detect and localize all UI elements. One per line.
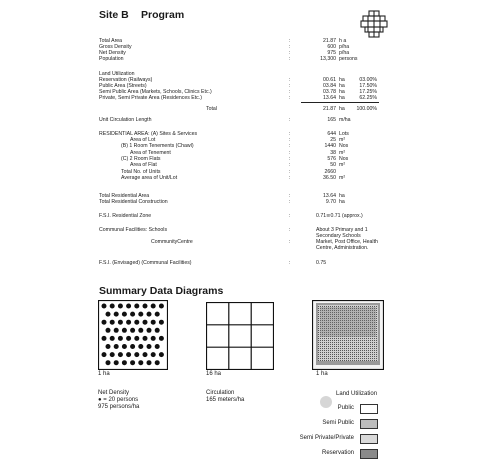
residential-row-5-colon: : bbox=[289, 168, 291, 175]
density-dot bbox=[114, 360, 119, 365]
density-dot bbox=[138, 328, 143, 333]
residential-row-6-value: 36.50 bbox=[323, 174, 336, 181]
density-dot bbox=[134, 304, 139, 309]
density-dot bbox=[151, 336, 156, 341]
total-row-0-value: 13.64 bbox=[323, 193, 336, 199]
density-dot bbox=[126, 336, 131, 341]
plan-logo-icon bbox=[360, 10, 388, 38]
residential-row-4-value: 50 bbox=[330, 162, 336, 169]
land-util-total-value: 21.87 bbox=[323, 106, 336, 112]
density-dot bbox=[143, 320, 148, 325]
total-row-0-colon: : bbox=[289, 193, 291, 199]
circulation-label: Circulation bbox=[206, 390, 235, 396]
population-unit: persons bbox=[339, 56, 358, 62]
circulation-label: Unit Circulation Length bbox=[99, 117, 152, 123]
residential-row-0-unit: m² bbox=[339, 137, 346, 143]
residential-row-0-label: Area of Lot bbox=[130, 137, 156, 143]
net-density-colon: : bbox=[289, 50, 291, 56]
density-dot bbox=[106, 360, 111, 365]
gross-density-value: 600 bbox=[327, 44, 336, 50]
fsi-label: F.S.I. Residential Zone bbox=[99, 213, 152, 219]
density-dot bbox=[159, 320, 164, 325]
density-dot bbox=[155, 344, 160, 349]
density-dot bbox=[122, 360, 127, 365]
density-dot bbox=[155, 360, 160, 365]
residential-row-1-label: (B) 1 Room Tenements (Chawl) bbox=[121, 143, 194, 150]
fsi-envisaged-colon: : bbox=[289, 260, 291, 266]
residential-area-value: 644 bbox=[327, 131, 336, 137]
residential-area-unit: Lots bbox=[339, 131, 349, 137]
density-dot bbox=[159, 304, 164, 309]
residential-row-3-unit: Nos bbox=[339, 155, 349, 162]
population-colon: : bbox=[289, 56, 291, 62]
density-dot bbox=[159, 352, 164, 357]
density-dot bbox=[102, 304, 107, 309]
legend-label-3: Reservation bbox=[321, 450, 354, 456]
land-util-row-0-unit: ha bbox=[339, 77, 345, 83]
total-area-label: Total Area bbox=[99, 38, 123, 44]
density-dot bbox=[106, 328, 111, 333]
land-util-row-2-percent: 17.25% bbox=[359, 89, 377, 95]
density-dot bbox=[147, 360, 152, 365]
total-area-colon: : bbox=[289, 38, 291, 44]
residential-row-6-unit: m² bbox=[339, 174, 346, 181]
density-dot bbox=[110, 320, 115, 325]
population-value: 13,300 bbox=[320, 56, 336, 62]
community-centre-label: CommunityCentre bbox=[151, 239, 193, 245]
net-density-label: Net Density bbox=[98, 390, 130, 396]
fsi-envisaged-value: 0.75 bbox=[316, 260, 327, 266]
density-dot bbox=[122, 344, 127, 349]
land-util-row-1-percent: 17.50% bbox=[359, 83, 377, 89]
net-density-value: 975 persons/ha bbox=[98, 404, 140, 410]
land-util-row-0-colon: : bbox=[289, 77, 291, 83]
residential-row-1-value: 1440 bbox=[324, 143, 336, 150]
density-dot bbox=[147, 344, 152, 349]
density-dot bbox=[130, 328, 135, 333]
fsi-envisaged-label: F.S.I. (Envisaged) (Communal Facilities) bbox=[99, 260, 192, 266]
legend-label-1: Semi Public bbox=[322, 420, 354, 426]
land-util-row-3-colon: : bbox=[289, 95, 291, 101]
residential-row-2-unit: m² bbox=[339, 149, 346, 156]
density-dot bbox=[134, 320, 139, 325]
density-dot bbox=[143, 352, 148, 357]
residential-area-colon: : bbox=[289, 131, 291, 137]
fsi-value: 0.71≅0.71 (approx.) bbox=[316, 213, 363, 219]
land-util-row-1-unit: ha bbox=[339, 83, 345, 89]
density-dot bbox=[130, 312, 135, 317]
circulation-value: 165 meters/ha bbox=[206, 397, 245, 403]
residential-row-3-label: (C) 2 Room Flats bbox=[121, 155, 161, 162]
site-label: Site B bbox=[99, 9, 129, 21]
legend-swatch-2 bbox=[360, 434, 378, 444]
facilities-label: Communal Facilities: Schools bbox=[99, 227, 168, 233]
density-dot bbox=[138, 344, 143, 349]
net-density-label: Net Density bbox=[99, 50, 126, 56]
land-util-row-2-value: 03.78 bbox=[323, 89, 336, 95]
land-util-row-0-percent: 03.00% bbox=[359, 77, 377, 83]
residential-row-2-value: 38 bbox=[330, 149, 336, 156]
land-util-row-3-unit: ha bbox=[339, 95, 345, 101]
density-dot bbox=[151, 320, 156, 325]
density-dot bbox=[118, 320, 123, 325]
density-dot bbox=[155, 328, 160, 333]
program-title: Program bbox=[141, 9, 185, 21]
density-dot bbox=[110, 336, 115, 341]
circulation-diagram bbox=[206, 302, 274, 370]
density-dot bbox=[102, 320, 107, 325]
legend-label-2: Semi Private/Private bbox=[299, 435, 354, 441]
land-util-row-2-label: Semi Public Area (Markets, Schools, Clinics Etc.) bbox=[99, 89, 212, 95]
gross-density-label: Gross Density bbox=[99, 44, 132, 50]
legend-swatch-1 bbox=[360, 419, 378, 429]
density-dot bbox=[118, 304, 123, 309]
land-util-row-0-value: 00.61 bbox=[323, 77, 336, 83]
net-density-unit: p/ha bbox=[339, 50, 350, 56]
density-dot bbox=[159, 336, 164, 341]
density-dot bbox=[134, 352, 139, 357]
residential-row-3-colon: : bbox=[289, 155, 291, 162]
residential-row-4-label: Area of Flat bbox=[130, 162, 157, 169]
residential-row-5-label: Total No. of Units bbox=[121, 168, 161, 175]
total-area-unit: h a bbox=[339, 38, 347, 44]
density-dot bbox=[155, 312, 160, 317]
total-row-0-label: Total Residential Area bbox=[99, 193, 150, 199]
net-density-diagram bbox=[98, 300, 168, 370]
net-density-value: 975 bbox=[327, 50, 336, 56]
fsi-colon: : bbox=[289, 213, 291, 219]
gross-density-unit: p/ha bbox=[339, 44, 350, 50]
density-dot bbox=[118, 352, 123, 357]
density-dot bbox=[102, 352, 107, 357]
density-dot bbox=[110, 352, 115, 357]
residential-row-4-colon: : bbox=[289, 162, 291, 169]
diagram3-caption: 1 ha bbox=[316, 371, 328, 377]
land-util-total-unit: ha bbox=[339, 106, 345, 112]
residential-row-1-colon: : bbox=[289, 143, 291, 150]
summary-title: Summary Data Diagrams bbox=[99, 285, 224, 297]
population-label: Population bbox=[99, 56, 124, 62]
residential-row-3-value: 576 bbox=[327, 155, 336, 162]
circulation-value: 165 bbox=[327, 117, 336, 123]
legend-swatch-0 bbox=[360, 404, 378, 414]
residential-row-0-colon: : bbox=[289, 137, 291, 143]
circulation-colon: : bbox=[289, 117, 291, 123]
density-dot bbox=[114, 344, 119, 349]
schools-line1: About 3 Primary and 1 bbox=[316, 227, 368, 233]
density-dot bbox=[151, 352, 156, 357]
density-dot bbox=[138, 312, 143, 317]
density-dot bbox=[106, 344, 111, 349]
diagram1-caption: 1 ha bbox=[98, 371, 110, 377]
density-dot bbox=[143, 336, 148, 341]
density-dot bbox=[102, 336, 107, 341]
residential-row-4-unit: m² bbox=[339, 162, 346, 169]
density-dot bbox=[130, 360, 135, 365]
total-area-value: 21.87 bbox=[323, 38, 336, 44]
land-util-row-1-label: Public Area (Streets) bbox=[99, 83, 147, 89]
land-util-row-1-colon: : bbox=[289, 83, 291, 89]
residential-row-2-label: Area of Tenement bbox=[130, 149, 171, 156]
legend-swatch-3 bbox=[360, 449, 378, 459]
land-util-row-1-value: 03.84 bbox=[323, 83, 336, 89]
density-dot bbox=[118, 336, 123, 341]
circulation-unit: m/ha bbox=[339, 117, 351, 123]
density-dot bbox=[147, 312, 152, 317]
centre-line1: Market, Post Office, Health bbox=[316, 239, 378, 245]
land-util-row-3-value: 13.64 bbox=[323, 95, 336, 101]
total-row-1-label: Total Residential Construction bbox=[99, 199, 168, 205]
land-util-row-3-percent: 62.25% bbox=[359, 95, 377, 101]
land-utilization-diagram bbox=[312, 300, 384, 370]
land-util-total-label: Total bbox=[206, 106, 217, 112]
total-rule bbox=[301, 102, 379, 103]
total-row-1-colon: : bbox=[289, 199, 291, 205]
residential-row-5-value: 2660 bbox=[324, 168, 336, 175]
land-utilization-heading: Land Utilization bbox=[99, 71, 135, 77]
total-row-1-unit: ha bbox=[339, 199, 345, 205]
density-dot bbox=[122, 312, 127, 317]
residential-row-6-label: Average area of Unit/Lot bbox=[121, 174, 178, 181]
density-dot bbox=[134, 336, 139, 341]
residential-row-0-value: 25 bbox=[330, 137, 336, 143]
dot-key-label: ● = 20 persons bbox=[98, 397, 139, 403]
land-util-row-2-unit: ha bbox=[339, 89, 345, 95]
legend-label-0: Public bbox=[337, 405, 354, 411]
density-dot bbox=[110, 304, 115, 309]
residential-row-6-colon: : bbox=[289, 174, 291, 181]
centre-colon: : bbox=[289, 239, 291, 245]
residential-area-label: RESIDENTIAL AREA: (A) Sites & Services bbox=[99, 131, 198, 137]
density-dot bbox=[147, 328, 152, 333]
gross-density-colon: : bbox=[289, 44, 291, 50]
density-dot bbox=[126, 304, 131, 309]
facilities-colon: : bbox=[289, 227, 291, 233]
diagram2-caption: 16 ha bbox=[206, 371, 222, 377]
total-row-1-value: 9.70 bbox=[325, 199, 336, 205]
total-row-0-unit: ha bbox=[339, 193, 345, 199]
land-util-total-percent: 100.00% bbox=[356, 106, 377, 112]
land-util-row-0-label: Reservation (Railways) bbox=[99, 77, 153, 83]
density-dot bbox=[126, 320, 131, 325]
land-util-row-3-label: Private, Semi Private Area (Residences Etc.) bbox=[99, 95, 202, 101]
density-dot bbox=[151, 304, 156, 309]
density-dot bbox=[106, 312, 111, 317]
density-dot bbox=[126, 352, 131, 357]
schools-line2: Secondary Schools bbox=[316, 233, 361, 239]
density-dot bbox=[130, 344, 135, 349]
legend-title: Land Utilization bbox=[336, 391, 378, 397]
land-util-row-2-colon: : bbox=[289, 89, 291, 95]
density-dot bbox=[114, 328, 119, 333]
density-dot bbox=[114, 312, 119, 317]
density-dot bbox=[143, 304, 148, 309]
residential-row-2-colon: : bbox=[289, 149, 291, 156]
density-dot bbox=[122, 328, 127, 333]
residential-row-1-unit: Nos bbox=[339, 143, 349, 150]
centre-line2: Centre, Administration. bbox=[316, 245, 369, 251]
density-dot bbox=[138, 360, 143, 365]
